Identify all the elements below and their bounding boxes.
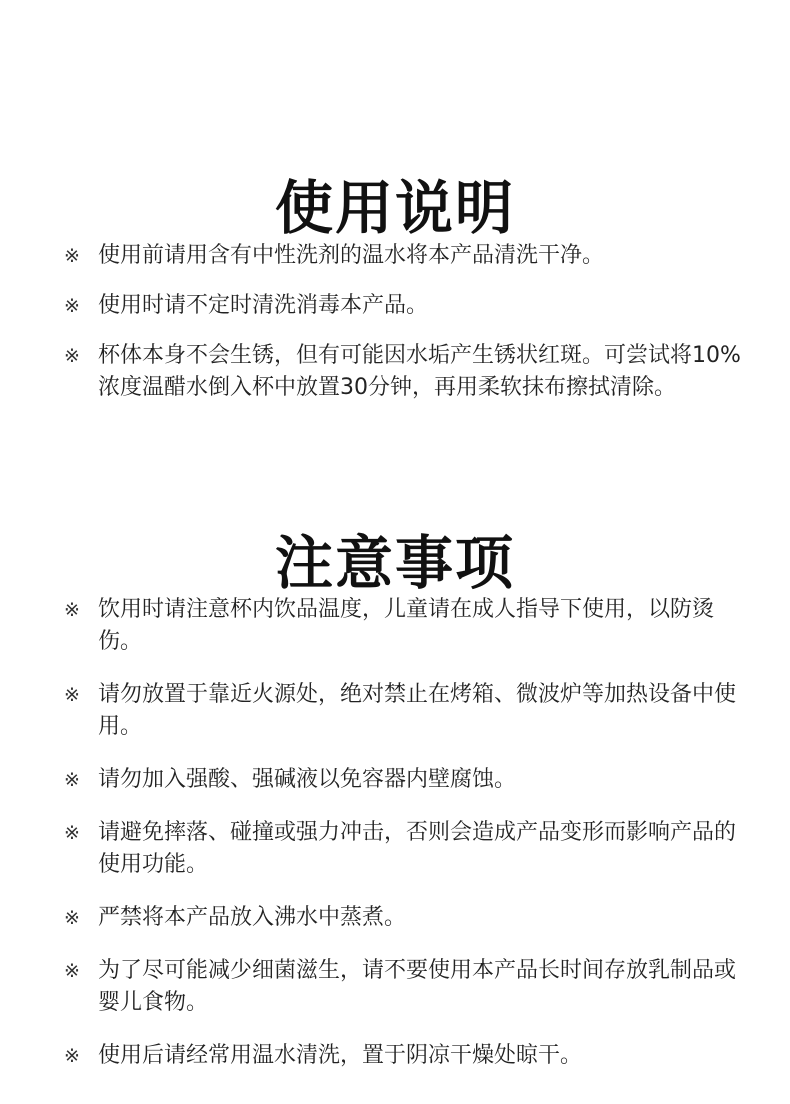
reference-mark-icon: ※ (64, 684, 80, 706)
list-item (64, 902, 744, 934)
list-item-text: 请勿加入强酸、强碱液以免容器内壁腐蚀。 (98, 767, 517, 792)
list-item (64, 764, 744, 796)
list-item (64, 955, 744, 1019)
reference-mark-icon: ※ (64, 295, 80, 317)
list-item-text: 使用时请不定时清洗消毒本产品。 (98, 293, 429, 318)
usage-instructions-list (64, 240, 744, 422)
list-item (64, 340, 744, 404)
reference-mark-icon: ※ (64, 345, 80, 367)
reference-mark-icon: ※ (64, 1045, 80, 1067)
list-item (64, 594, 744, 658)
list-item-text: 杯体本身不会生锈，但有可能因水垢产生锈状红斑。可尝试将10%浓度温醋水倒入杯中放置30分钟，再用柔软抹布擦拭清除。 (98, 343, 741, 400)
list-item (64, 1040, 744, 1072)
list-item-text: 为了尽可能减少细菌滋生，请不要使用本产品长时间存放乳制品或婴儿食物。 (98, 958, 737, 1015)
list-item-text: 请勿放置于靠近火源处，绝对禁止在烤箱、微波炉等加热设备中使用。 (98, 682, 737, 739)
reference-mark-icon: ※ (64, 960, 80, 982)
list-item (64, 679, 744, 743)
reference-mark-icon: ※ (64, 907, 80, 929)
reference-mark-icon: ※ (64, 245, 80, 267)
reference-mark-icon: ※ (64, 769, 80, 791)
list-item (64, 817, 744, 881)
precautions-title: 注意事项 (274, 528, 515, 597)
reference-mark-icon: ※ (64, 822, 80, 844)
list-item (64, 290, 744, 322)
list-item (64, 240, 744, 272)
reference-mark-icon: ※ (64, 599, 80, 621)
usage-instructions-title: 使用说明 (274, 173, 515, 242)
list-item-text: 请避免摔落、碰撞或强力冲击，否则会造成产品变形而影响产品的使用功能。 (98, 820, 737, 877)
precautions-list (64, 594, 744, 1093)
list-item-text: 使用后请经常用温水清洗，置于阴凉干燥处晾干。 (98, 1043, 583, 1068)
list-item-text: 使用前请用含有中性洗剂的温水将本产品清洗干净。 (98, 243, 605, 268)
list-item-text: 饮用时请注意杯内饮品温度，儿童请在成人指导下使用，以防烫伤。 (98, 597, 715, 654)
list-item-text: 严禁将本产品放入沸水中蒸煮。 (98, 905, 407, 930)
